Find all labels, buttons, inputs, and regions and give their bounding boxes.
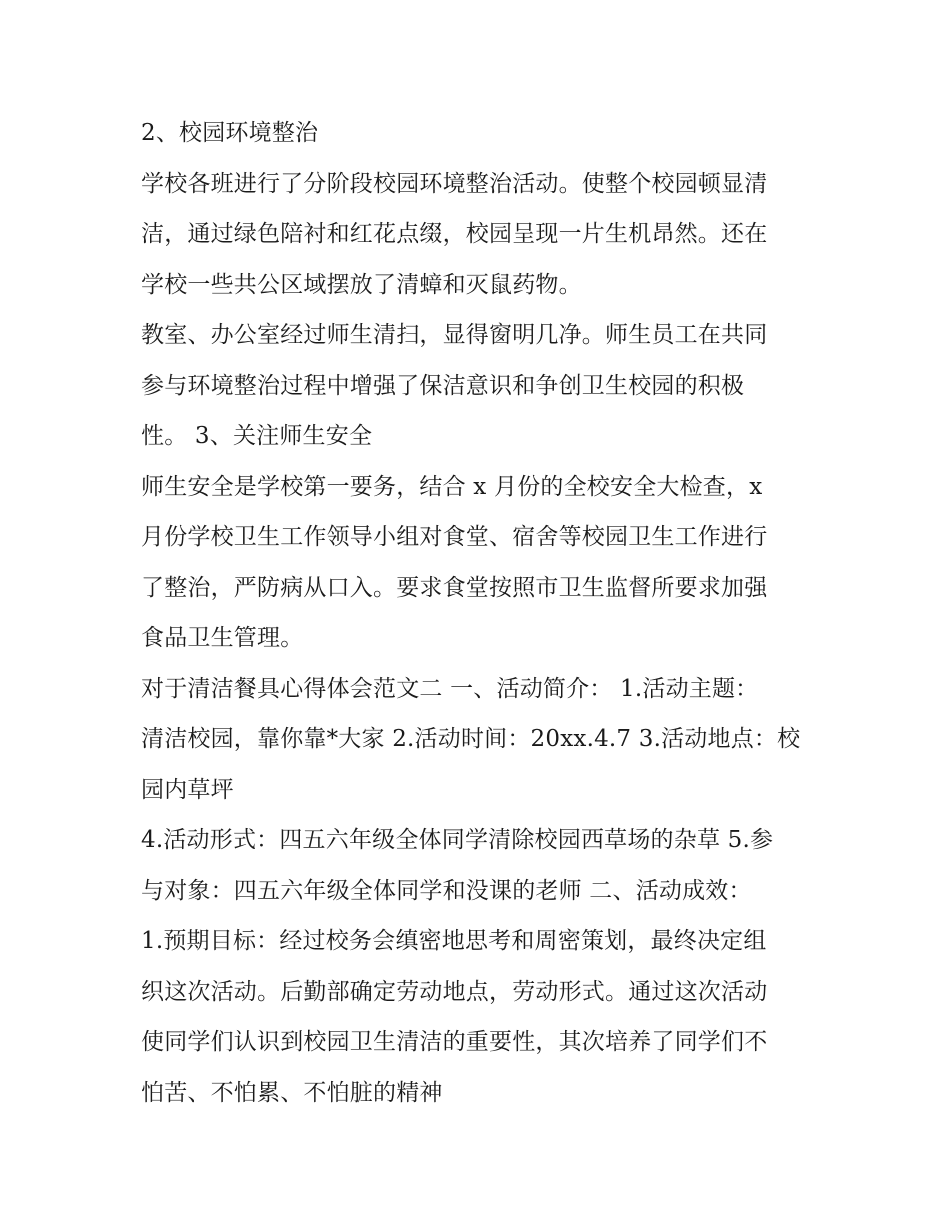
text-line: 使同学们认识到校园卫生清洁的重要性，其次培养了同学们不 bbox=[141, 1029, 768, 1055]
text-line: 性。 3、关注师生安全 bbox=[141, 423, 373, 449]
text-line: 清洁校园，靠你靠*大家 2.活动时间：20xx.4.7 3.活动地点：校 bbox=[141, 726, 801, 752]
text-line: 了整治，严防病从口入。要求食堂按照市卫生监督所要求加强 bbox=[141, 574, 768, 601]
document-body bbox=[141, 108, 821, 1118]
text-line: 对于清洁餐具心得体会范文二 一、活动简介： 1.活动主题： bbox=[141, 675, 759, 702]
text-line: 织这次活动。后勤部确定劳动地点，劳动形式。通过这次活动 bbox=[141, 978, 768, 1005]
text-line: 与对象：四五六年级全体同学和没课的老师 二、活动成效： bbox=[141, 877, 752, 904]
text-line: 4.活动形式：四五六年级全体同学清除校园西草场的杂草 5.参 bbox=[141, 827, 774, 853]
text-line: 参与环境整治过程中增强了保洁意识和争创卫生校园的积极 bbox=[141, 372, 745, 399]
text-line: 月份学校卫生工作领导小组对食堂、宿舍等校园卫生工作进行 bbox=[141, 524, 768, 550]
text-line: 学校各班进行了分阶段校园环境整治活动。使整个校园顿显清 bbox=[141, 170, 768, 197]
text-line: 师生安全是学校第一要务，结合 x 月份的全校安全大检查，x bbox=[141, 473, 763, 500]
text-line: 学校一些共公区域摆放了清蟑和灭鼠药物。 bbox=[141, 271, 582, 298]
section-heading: 2、校园环境整治 bbox=[141, 120, 319, 146]
text-line: 园内草坪 bbox=[141, 776, 234, 803]
text-line: 教室、办公室经过师生清扫，显得窗明几净。师生员工在共同 bbox=[141, 322, 768, 348]
text-line: 1.预期目标：经过校务会缜密地思考和周密策划，最终决定组 bbox=[141, 928, 767, 954]
text-line: 食品卫生管理。 bbox=[141, 625, 304, 651]
text-line: 怕苦、不怕累、不怕脏的精神 bbox=[141, 1079, 443, 1106]
text-line: 洁，通过绿色陪衬和红花点缀，校园呈现一片生机昂然。还在 bbox=[141, 221, 768, 247]
